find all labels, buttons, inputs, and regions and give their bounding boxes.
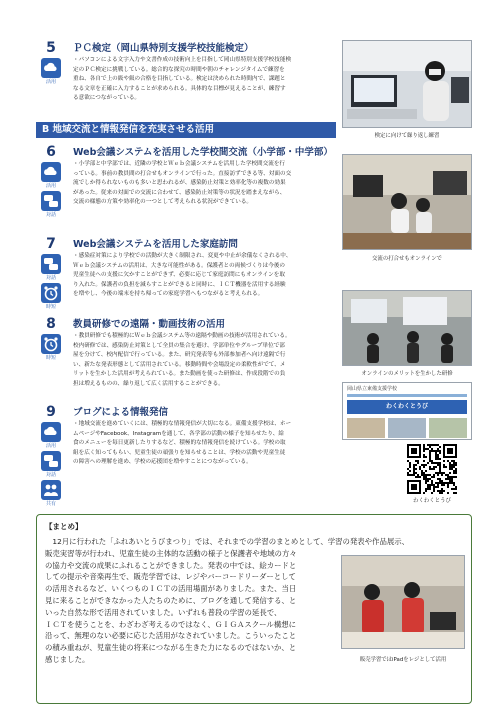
section-title: 教員研修での遠隔・動画技術の活用 <box>73 319 226 330</box>
body-line: リットを生かした活用が考えられている。また動画を使った研修は、作成段階での負 <box>73 371 286 378</box>
icon-label: 対話 <box>45 212 56 218</box>
section-body <box>73 332 373 390</box>
section-8-head <box>36 316 66 361</box>
body-line: 児童生徒への支援に欠かすことができず、必要に応じて家庭訪問にもオンラインを取 <box>73 272 285 279</box>
body-line: ムページやFacebook、Instagramを通して、各学部の活動の様子を知らせたり、給 <box>73 430 284 437</box>
body-line: の障害への理解を進め、学校の応援団を増やすことにつながっている。 <box>73 459 252 466</box>
summary-line: 感じました。 <box>45 654 90 664</box>
body-line: ・教員研修でも積極的にＷｅｂ会議システム等の遠隔や動画の技術が活用されている。 <box>73 333 291 339</box>
photo-typing-practice <box>342 40 472 128</box>
chat-icon <box>41 254 61 274</box>
alarm-clock-icon <box>41 283 61 303</box>
summary-line: の協力や交流の成果にふれることができました。発表の中では、絵カードと <box>45 560 297 570</box>
summary-line: 見に来ることができなかった人たちのために、ブログを通して発信する、と <box>45 595 297 605</box>
body-line: 担は増えるものの、繰り返して広く活用することができる。 <box>73 380 224 387</box>
summary-line: 12月に行われた「ふれあいとうびまつり」では、それまでの学習のまとめとして、学習の発表や作品展示、 <box>45 537 410 546</box>
chat-icon <box>41 191 61 211</box>
body-line: ・パソコンによる文字入力や文書作成の技術向上を目指して岡山県特別支援学校技能検 <box>73 57 292 63</box>
section-title: Web会議システムを活用した家庭訪問 <box>73 239 238 250</box>
section-title: ブログによる情報発信 <box>73 407 169 418</box>
section-body <box>73 160 373 208</box>
cloud-icon <box>41 422 61 442</box>
summary-line: いった自然な形で活用されていました。いずれも普段の学習の延長で、 <box>45 607 282 617</box>
body-line: 重ね、各自で上の級や級の合格を目指している。検定は決められた時間内で、課題と <box>73 76 286 83</box>
body-line: り入れた。保護者の負担を減らすことができると同時に、ＩＣＴ機器を活用する経験 <box>73 281 286 288</box>
icon-label: 活用 <box>45 79 56 85</box>
body-line: 流でしか得られないものも多いと思われるが、感染防止対策と効率化等の複数の効果 <box>73 180 286 187</box>
section-6-head <box>36 144 66 218</box>
body-line: 校内研修では、感染防止対策として全員の集合を避け、学部単位やグループ単位で部 <box>73 342 285 349</box>
people-icon <box>41 480 61 500</box>
blog-site-title: 岡山県立東備支援学校 <box>347 386 398 392</box>
body-line: なる文章を正確に入力することが求められる。具体的な目標が見えることが、練習す <box>73 85 286 92</box>
section-body <box>73 252 373 300</box>
caption-qr: わくわくとうび <box>413 498 451 504</box>
caption-photo1: 検定に向けて繰り返し練習 <box>374 133 440 139</box>
summary-line: の積み重ねが、児童生徒の将来につながる生きた力になるのではないか、と <box>45 643 297 653</box>
icon-label: 共有 <box>45 501 56 507</box>
body-line: 屋を分けて、校内配信で行っている。また、研究発表等も外部参加者へ向け遠隔で行 <box>73 352 286 359</box>
section-number: 9 <box>46 404 56 420</box>
blog-header: わくわくとうび <box>347 400 467 414</box>
summary-box <box>36 514 472 704</box>
body-line: い、新たな発表形態として活用されている。移動時間や会場設定の柔軟性がでて、メ <box>73 361 286 368</box>
body-line: る意欲につながっている。 <box>73 95 141 102</box>
icon-label: 活用 <box>45 183 56 189</box>
icon-label: 時短 <box>45 304 56 310</box>
summary-line: の活用されるなど、いくつものＩＣＴの活用場面がありました。また、当日 <box>45 584 297 594</box>
chat-icon <box>41 451 61 471</box>
caption-photo4: 販売学習ではiPadをレジとして活用 <box>359 657 447 663</box>
section-number: 7 <box>46 236 56 252</box>
body-line: ・地域交流を進めていくには、積極的な情報発信が大切になる。東備支援学校は、ホー <box>73 421 292 427</box>
cloud-icon <box>41 58 61 78</box>
caption-photo3: オンラインのメリットを生かした研修 <box>361 371 453 377</box>
icon-label: 対話 <box>45 275 56 281</box>
body-line: っている。事前の教員間の打合せもオンラインで行った。直接訪ずできる等、対面の交 <box>73 170 292 177</box>
section-title: ＰＣ検定（岡山県特別支援学校技能検定） <box>73 43 254 54</box>
body-line: 組を広く知ってもらい、児童生徒の頑張りを知らせることは、学校の活動や児童生徒 <box>73 449 286 456</box>
icon-label: 対話 <box>45 472 56 478</box>
banner-b: B 地域交流と情報発信を充実させる活用 <box>36 122 336 138</box>
summary-line: ＩＣＴを使うことを、わざわざ考えるのではなく、ＧＩＧＡスクール構想に <box>45 619 296 629</box>
section-body <box>73 420 373 468</box>
section-number: 6 <box>46 144 56 160</box>
body-line: を増やし、今後の端末を持ち帰っての家庭学習へもつながると考えられる。 <box>73 291 264 298</box>
section-body <box>73 56 373 104</box>
body-line: ・小学部と中学部では、近隣の学校とＷｅｂ会議システムを活用した学校間交流を行 <box>73 161 286 167</box>
summary-line: 販売実習等が行われ、児童生徒の主体的な活動の様子と保護者や地域の方々 <box>45 548 297 558</box>
photo-ipad-register <box>341 555 465 649</box>
section-5-head <box>36 40 66 85</box>
body-line: ・感染症対策により学校での活動が大きく制限され、変更や中止が余儀なくされる中、 <box>73 253 292 259</box>
body-line: 定のＰＣ検定に挑戦している。総合的な探究の時間や朝のチャレンジタイムで練習を <box>73 66 285 73</box>
caption-photo2: 交流の打合せもオンラインで <box>372 256 442 262</box>
section-number: 8 <box>46 316 56 332</box>
icon-label: 活用 <box>45 443 56 449</box>
body-line: 交流の様態の方策や効率化の一つとして考えられる状況ができている。 <box>73 199 253 206</box>
body-line: Ｗｅｂ会議システムの活用は、大きな可能性がある。保護者との両候づくりは今後の <box>73 262 286 269</box>
summary-line: 沿って、無理のない必要に応じた活用がなされていました。こういったこと <box>45 631 297 641</box>
body-line: があった。従来の対面での交流に合わせて、感染防止対策等の状況を踏まえながら、 <box>73 189 286 196</box>
body-line: 食のメニューを毎日更新したりするなど、積極的な情報発信を続けている。学校の取 <box>73 440 286 447</box>
cloud-icon <box>41 162 61 182</box>
qr-code[interactable] <box>407 444 457 494</box>
section-number: 5 <box>46 40 56 56</box>
section-7-head <box>36 236 66 310</box>
section-9-head <box>36 404 66 507</box>
alarm-clock-icon <box>41 334 61 354</box>
section-title: Web会議システムを活用した学校間交流（小学部・中学部） <box>73 147 333 158</box>
summary-title: 【まとめ】 <box>45 522 83 531</box>
icon-label: 時短 <box>45 355 56 361</box>
summary-line: しての提示や音楽再生で、販売学習では、レジやバーコードリーダーとして <box>45 572 296 582</box>
blog-nav-bar <box>347 394 467 397</box>
